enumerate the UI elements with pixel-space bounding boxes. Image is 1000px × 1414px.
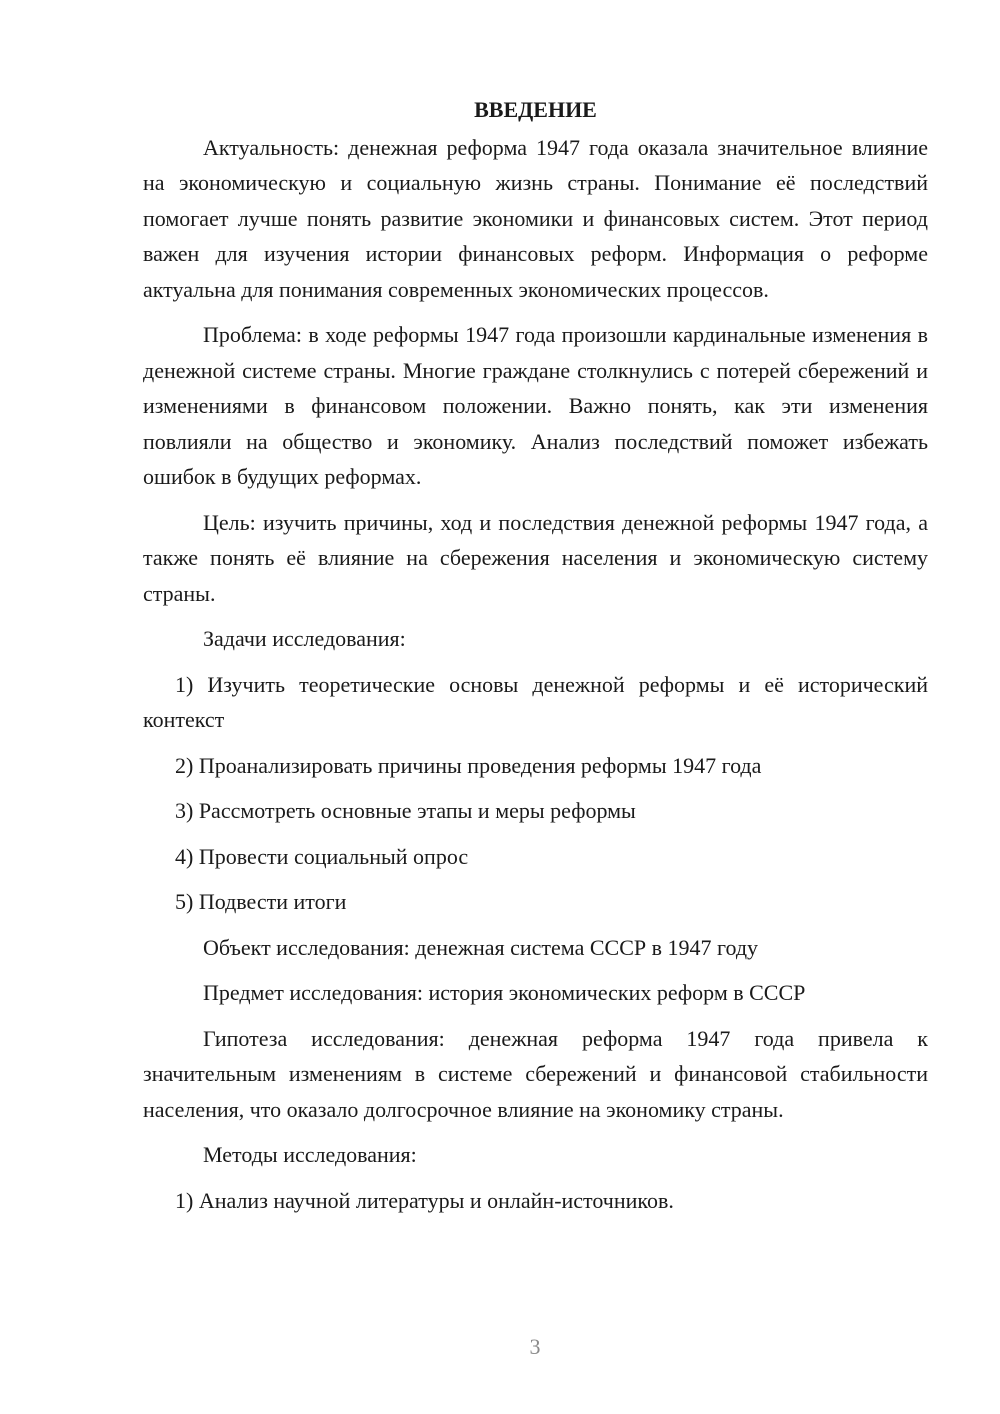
relevance-paragraph: Актуальность: денежная реформа 1947 года оказала значительное влияние на экономическую и социальную жизнь страны. Понимание её последствий помогает лучше понять развитие экономики и финансовых систем. Этот период важен для изучения истории финансовых реформ. Информация о реформе актуальна для понимания современных экономических процессов. xyxy=(143,134,928,302)
task-item: 4) Провести социальный опрос xyxy=(175,843,469,869)
object-paragraph: Объект исследования: денежная система СССР в 1947 году xyxy=(203,934,759,960)
problem-paragraph: Проблема: в ходе реформы 1947 года произошли кардинальные изменения в денежной системе страны. Многие граждане столкнулись с потерей сбережений и изменениями в финансовом положении. Важно понять, как эти изменения повлияли на общество и экономику. Анализ последствий поможет избежать ошибок в будущих реформах. xyxy=(143,322,928,489)
hypothesis-paragraph: Гипотеза исследования: денежная реформа 1947 года привела к значительным изменениям в системе сбережений и финансовой стабильности населения, что оказало долгосрочное влияние на экономику страны. xyxy=(143,1025,928,1122)
goal-paragraph: Цель: изучить причины, ход и последствия денежной реформы 1947 года, а также понять её влияние на сбережения населения и экономическую систему страны. xyxy=(143,509,928,606)
section-heading: ВВЕДЕНИЕ xyxy=(474,97,597,122)
document-page xyxy=(143,92,928,1228)
task-item: 2) Проанализировать причины проведения реформы 1947 года xyxy=(175,752,762,778)
task-item: 3) Рассмотреть основные этапы и меры реформы xyxy=(175,798,636,823)
page-number: 3 xyxy=(529,1334,541,1359)
subject-paragraph: Предмет исследования: история экономических реформ в СССР xyxy=(203,980,806,1005)
task-item: 5) Подвести итоги xyxy=(175,889,347,914)
methods-heading: Методы исследования: xyxy=(203,1142,417,1167)
task-item: 1) Изучить теоретические основы денежной реформы и её исторический контекст xyxy=(143,671,928,732)
tasks-heading: Задачи исследования: xyxy=(203,626,406,651)
method-item: 1) Анализ научной литературы и онлайн-источников. xyxy=(175,1187,674,1213)
